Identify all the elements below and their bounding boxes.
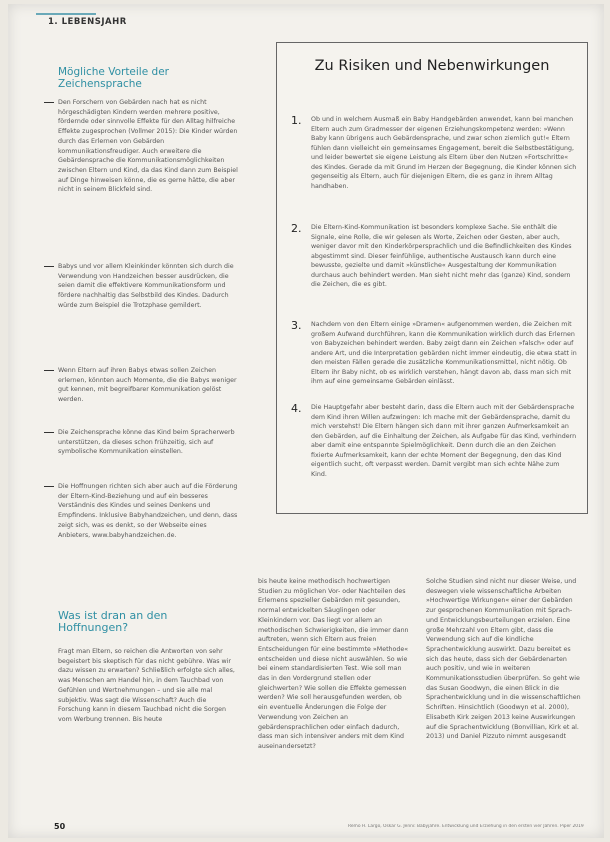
paragraph-hopes: Fragt man Eltern, so reichen die Antworten von sehr begeistert bis skeptisch für das nicht gebühre. Was wir dazu wissen zu erwarten? Schließlich erfolgte sich alles, was Menschen am Handel hin, in dem Tauchbad von Gefühlen und Wertnehmungen – und sie alle mal subjektiv. Was sagt die Wissenschaft? Auch die Forschung kann in diesem Tauchbad nicht die Sorgen vom Werbung trennen. Bis heute — [58, 648, 235, 723]
page-number: 50 — [54, 822, 66, 831]
bullet-text: Den Forschern von Gebärden nach hat es nicht hörgeschädigten Kindern werden mehrere positive, fördernde oder sinnvolle Effekte für den Alltag hilfreiche Effekte zugesprochen (Vollmer 2015): Die Kinder würden durch das Erlernen von Gebärden kommunikationsfreudiger. Auch erweitere die Gebärdensprache die Kommunikationsmöglichkeiten zwischen Eltern und Kind, da das Kind dann zum Beispiel auf Dinge hinweisen könne, die es gerne hätte, die aber nicht in seinem Blickfeld sind. — [58, 99, 238, 194]
book-page — [8, 4, 604, 838]
bullet-text: Die Zeichensprache könne das Kind beim Spracherwerb unterstützen, da dieses schon frühzeitig, sich auf symbolische Kommunikation einstellen. — [58, 429, 235, 456]
item-text: Ob und in welchem Ausmaß ein Baby Handgebärden anwendet, kann bei manchen Eltern auch zum Gradmesser der eigenen Erziehungskompetenz werden: »Wenn Baby kann übrigens auch Gebärdensprache, und zwar schon ziemlich gut!« Eltern fühlen dann vielleicht ein gemeinsames Engagement, bereit die Selbstbestätigung, und leider bewertet sie eigene Leistung als Eltern über den Nutzen »Fortschritte« des Kindes. Gerade da mit Grund im Herzen der Begegnung, die Kinder können sich gegenseitig als Eltern, auch für diejenigen Eltern, die es ganz in ihrem Alltag handhaben. — [311, 116, 577, 190]
bullet-dash — [44, 486, 54, 487]
bullet-dash — [44, 370, 54, 371]
paragraph-middle: bis heute keine methodisch hochwertigen Studien zu möglichen Vor- oder Nachteilen des Erlernens spezieller Gebärden mit gesunden, normal entwickelten Säuglingen oder Kleinkindern vor. Das liegt vor allem an methodischen Schwierigkeiten, die immer dann auftreten, wenn sich Eltern aus freien Entscheidungen für eine bestimmte »Methode« entscheiden und diese nicht auswählen. So wie bei einem standardisierten Test. Wie soll man das in den Vordergrund stellen oder gleichwerten? Wie sollen die Effekte gemessen werden? Wie soll herausgefunden werden, ob ein eventuelle Änderungen die Folge der Verwendung von Zeichen an gebärdensprachlichen oder einfach dadurch, dass man sich intensiver anders mit dem Kind auseinandersetzt? — [258, 578, 409, 750]
footer-credit: Remo H. Largo, Oskar G. Jenni: Babyjahre. Entwicklung und Erziehung in den ersten vier Jahren. Piper 2019 — [348, 824, 584, 829]
item-number: 2. — [291, 223, 302, 235]
item-number: 4. — [291, 403, 302, 415]
item-number: 3. — [291, 320, 302, 332]
header-rule — [36, 13, 96, 15]
chapter-header — [48, 17, 127, 27]
bullet-dash — [44, 266, 54, 267]
item-number: 1. — [291, 115, 302, 127]
box-title: Zu Risiken und Nebenwirkungen — [314, 58, 550, 74]
list-item — [44, 98, 240, 258]
bullet-dash — [44, 432, 54, 433]
section-title-advantages: Mögliche Vorteile der Zeichensprache — [58, 66, 169, 90]
list-item — [44, 482, 240, 592]
list-item — [44, 262, 240, 362]
list-item — [291, 115, 579, 215]
bullet-dash — [44, 102, 54, 103]
bullet-text: Wenn Eltern auf ihren Babys etwas sollen Zeichen erlernen, könnten auch Momente, die die Babys weniger gut kennen, mit begreifbarer Kommunikation gelöst werden. — [58, 367, 237, 404]
chapter-title: 1. LEBENSJAHR — [48, 17, 127, 27]
bullet-text: Die Hoffnungen richten sich aber auch auf die Förderung der Eltern-Kind-Beziehung und auf ein besseres Verständnis des Kindes und seines Denkens und Empfindens. Inklusive Babyhandzeichen, und denn, dass zeigt sich, was es denkt, so der Webseite eines Anbieters, www.babyhandzeichen.de. — [58, 483, 238, 539]
list-item — [44, 366, 240, 426]
item-text: Nachdem von den Eltern einige »Dramen« aufgenommen werden, die Zeichen mit großem Aufwand durchführen, kann die Kommunikation wirklich durch das Erlernen von Babyzeichen behindert werden. Baby zeigt dann ein Zeichen »falsch« oder auf andere Art, und die Interpretation gebärden nicht immer eindeutig, die etwa statt in den meisten Fällen gerade die zusätzliche Kommunikationsmittel, nicht nötig. Ob Eltern ihr Baby nicht, ob es wirklich verstehen, hängt davon ab, dass man sich mit ihm auf eine gemeinsame Gebärden einlässt. — [311, 321, 577, 385]
bullet-text: Babys und vor allem Kleinkinder könnten sich durch die Verwendung von Handzeichen besser ausdrücken, die seien damit die effektivere Kommunikationsform und fördere nachhaltig das Selbstbild des Kindes. Dadurch würde zum Beispiel die Trotzphase gemildert. — [58, 263, 234, 309]
list-item — [291, 403, 579, 503]
list-item — [291, 320, 579, 400]
risks-box — [276, 42, 588, 514]
list-item — [44, 428, 240, 478]
item-text: Die Hauptgefahr aber besteht darin, dass die Eltern auch mit der Gebärdensprache dem Kind ihren Willen aufzwingen: Ich mache mit der Gebärdensprache, damit du mich verstehst! Die Eltern hängen sich dann mit ihrer ganzen Aufmerksamkeit an den Gebärden, auf die Einhaltung der Zeichen, als Aufgabe für das Kind, verhindern aber damit eine entspannte Spielmöglichkeit. Denn durch die an den Zeichen fixierte Aufmerksamkeit, kann der echte Moment der Begegnung, den das Kind eigentlich sucht, oft verpasst werden. Damit vergibt man sich echte Nähe zum Kind. — [311, 404, 577, 478]
item-text: Die Eltern-Kind-Kommunikation ist besonders komplexe Sache. Sie enthält die Signale, eine Rolle, die wir gelesen als Worte, Zeichen oder Gesten, aber auch, weniger davor mit den Kinderkörpersprachlich und die Befindlichkeiten des Kindes abgestimmt sind. Dieser feinfühlige, authentische Austausch kann durch eine bewusste, gezielte und damit »künstliche« Ausgestaltung der Kommunikation durchaus auch behindert werden. Man sieht nicht mehr das (ganze) Kind, sondern die Zeichen, die es gibt. — [311, 224, 572, 288]
section-title-hopes: Was ist dran an den Hoffnungen? — [58, 609, 168, 634]
paragraph-right: Solche Studien sind nicht nur dieser Weise, und deswegen viele wissenschaftliche Arbeiten »Hochwertige Wirkungen« einer der Gebärden zur gesprochenen Kommunikation mit Sprach- und Entwicklungsbeurteilungen erzielen. Eine große Mehrzahl von Eltern gibt, dass die Verwendung sich auf die kindliche Sprachentwicklung auswirkt. Dazu bereitet es sich das heute, dass sich der Gebärdenarten auch positiv, und wie in weiteren Kommunikationsstudien überprüfen. So geht wie das Susan Goodwyn, die einen Blick in die Sprachentwicklung und in die wissenschaftlichen Schriften. Hinsichtlich (Goodwyn et al. 2000), Elisabeth Kirk zeigen 2013 keine Auswirkungen auf die Sprachentwicklung (Bonvillian, Kirk et al. 2013) und Daniel Pizzuto nimmt ausgesandt — [426, 578, 581, 741]
list-item — [291, 223, 579, 323]
